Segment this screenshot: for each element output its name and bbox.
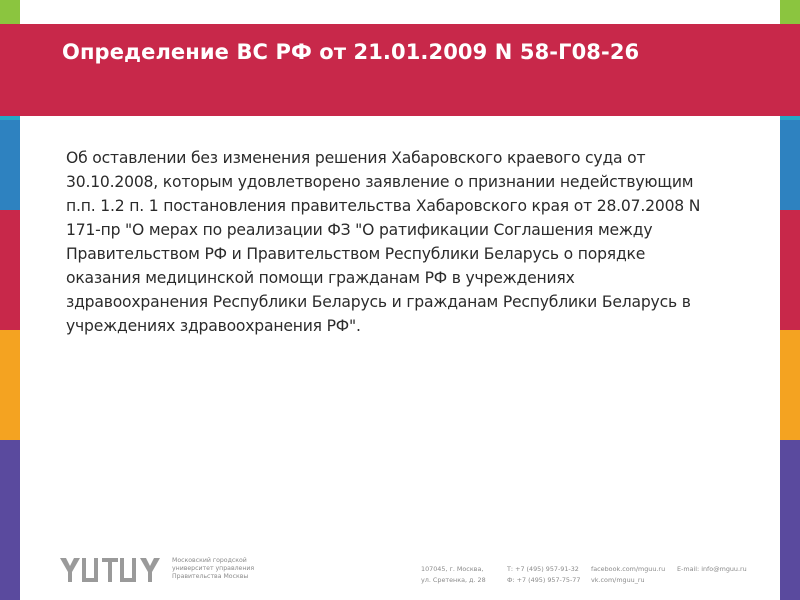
facebook-link[interactable]: facebook.com/mguu.ru xyxy=(591,565,666,573)
slide-body xyxy=(66,146,746,338)
strip-segment-red xyxy=(780,210,800,330)
email-link[interactable]: E-mail: info@mguu.ru xyxy=(677,565,747,573)
slide-title: Определение ВС РФ от 21.01.2009 N 58-Г08-26 xyxy=(62,40,640,64)
title-band xyxy=(0,24,800,116)
address-line: ул. Сретенка, д. 28 xyxy=(421,575,486,584)
fax-line: Ф: +7 (495) 957-75-77 xyxy=(507,575,581,584)
university-name-line: Правительства Москвы xyxy=(172,572,249,580)
strip-segment-blue xyxy=(0,120,20,210)
phone-line: Т: +7 (495) 957-91-32 xyxy=(507,565,579,573)
strip-segment-blue xyxy=(780,120,800,210)
strip-segment-orange xyxy=(780,330,800,440)
university-name-line: университет управления xyxy=(172,564,255,572)
strip-segment-red xyxy=(0,210,20,330)
footer-email xyxy=(677,564,747,575)
footer-social xyxy=(591,564,665,585)
strip-segment-purple xyxy=(780,440,800,600)
university-logo xyxy=(60,558,165,582)
footer-address xyxy=(421,564,486,585)
body-line: п.п. 1.2 п. 1 постановления правительства Хабаровского края от 28.07.2008 N xyxy=(66,197,701,215)
university-name xyxy=(172,557,292,580)
body-line: 30.10.2008, которым удовлетворено заявление о признании недействующим xyxy=(66,173,694,191)
body-line: Правительством РФ и Правительством Республики Беларусь о порядке xyxy=(66,245,646,263)
university-name-line: Московский городской xyxy=(172,557,247,564)
strip-segment-orange xyxy=(0,330,20,440)
address-line: 107045, г. Москва, xyxy=(421,565,484,573)
body-line: 171-пр "О мерах по реализации ФЗ "О ратификации Соглашения между xyxy=(66,221,653,239)
body-line: учреждениях здравоохранения РФ". xyxy=(66,317,361,335)
footer-phones xyxy=(507,564,580,585)
body-line: оказания медицинской помощи гражданам РФ в учреждениях xyxy=(66,269,575,287)
strip-segment-purple xyxy=(0,440,20,600)
vk-link[interactable]: vk.com/mguu_ru xyxy=(591,575,645,584)
body-line: здравоохранения Республики Беларусь и гражданам Республики Беларусь в xyxy=(66,293,691,311)
body-line: Об оставлении без изменения решения Хабаровского краевого суда от xyxy=(66,149,646,167)
